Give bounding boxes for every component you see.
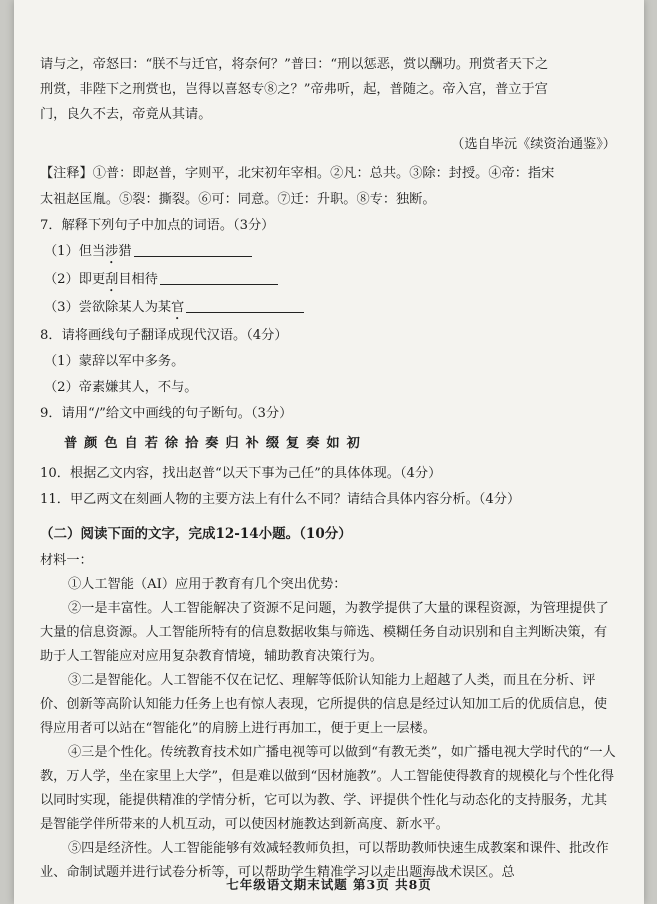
answer-blank[interactable] xyxy=(134,256,252,257)
item-text: （3）尝欲除某人为某 xyxy=(44,300,172,315)
answer-blank[interactable] xyxy=(160,284,278,285)
question-11: 11．甲乙两文在刻画人物的主要方法上有什么不同？请结合具体内容分析。（4分） xyxy=(40,492,521,507)
section-2-heading: （二）阅读下面的文字，完成12-14小题。（10分） xyxy=(40,526,352,542)
page-content xyxy=(40,52,616,885)
question-9-sentence: 普颜色自若徐拾奏归补缀复奏如初 xyxy=(64,436,367,451)
question-7-item-1 xyxy=(44,239,616,267)
page-footer: 七年级语文期末试题 第3页 共8页 xyxy=(226,877,432,892)
material-paragraph-5: ⑤四是经济性。人工智能能够有效减轻教师负担，可以帮助教师快速生成教案和课件、批改作业、命制试题并进行试卷分析等，可以帮助学生精准学习以走出题海战术误区。总 xyxy=(40,841,609,880)
passage-line: 请与之，帝怒曰：“朕不与迁官，将奈何？”普曰：“刑以惩恶，赏以酬功。刑赏者天下之 xyxy=(40,57,549,72)
question-10: 10．根据乙文内容，找出赵普“以天下事为己任”的具体体现。（4分） xyxy=(40,466,442,481)
material-label: 材料一： xyxy=(40,553,93,568)
dotted-word: 官 xyxy=(171,300,185,315)
question-8-item-2: （2）帝素嫌其人，不与。 xyxy=(44,380,198,395)
exam-page xyxy=(14,0,644,904)
item-text: （2）即更 xyxy=(44,272,106,287)
question-7-item-3 xyxy=(44,295,616,323)
material-paragraph-3: ③二是智能化。人工智能不仅在记忆、理解等低阶认知能力上超越了人类，而且在分析、评价、创新等高阶认知能力任务上也有惊人表现，它所提供的信息是经过认知加工后的优质信息，使得应用者可以站在“智能化”的肩膀上进行再加工，便于更上一层楼。 xyxy=(40,673,608,736)
passage-line: 门，良久不去，帝竟从其请。 xyxy=(40,107,212,122)
annotation-line: 【注释】①普：即赵普，字则平，北宋初年宰相。②凡：总共。③除：封授。④帝：指宋 xyxy=(40,166,555,181)
answer-blank[interactable] xyxy=(186,312,304,313)
dotted-word: 涉 xyxy=(105,244,119,259)
question-9-title: 9．请用“/”给文中画线的句子断句。（3分） xyxy=(40,406,293,421)
question-8-item-1: （1）蒙辞以军中多务。 xyxy=(44,354,185,369)
material-paragraph-1: ①人工智能（AI）应用于教育有几个突出优势： xyxy=(68,577,347,592)
annotation-line: 太祖赵匡胤。⑤裂：撕裂。⑥可：同意。⑦迁：升职。⑧专：独断。 xyxy=(40,192,436,207)
question-7-title: 7．解释下列句子中加点的词语。（3分） xyxy=(40,218,275,233)
item-text: 猎 xyxy=(118,244,132,259)
passage-source: （选自毕沅《续资治通鉴》） xyxy=(451,137,616,152)
question-7-item-2 xyxy=(44,267,616,295)
item-text: 目相待 xyxy=(118,272,158,287)
passage-line: 刑赏，非陛下之刑赏也，岂得以喜怒专⑧之？”帝弗听，起，普随之。帝入宫，普立于宫 xyxy=(40,82,548,97)
question-8-title: 8．请将画线句子翻译成现代汉语。（4分） xyxy=(40,328,288,343)
item-text: （1）但当 xyxy=(44,244,106,259)
material-paragraph-2: ②一是丰富性。人工智能解决了资源不足问题，为教学提供了大量的课程资源，为管理提供了大量的信息资源。人工智能所特有的信息数据收集与筛选、模糊任务自动识别和自主判断决策，有助于人工智能应对应用复杂教育情境，辅助教育决策行为。 xyxy=(40,601,609,664)
dotted-word: 刮 xyxy=(105,272,119,287)
material-paragraph-4: ④三是个性化。传统教育技术如广播电视等可以做到“有教无类”，如广播电视大学时代的“一人教，万人学，坐在家里上大学”，但是难以做到“因材施教”。人工智能使得教育的规模化与个性化得以同时实现，能提供精准的学情分析，它可以为教、学、评提供个性化与动态化的支持服务，尤其是智能学伴所带来的人机互动，可以使因材施教达到新高度、新水平。 xyxy=(40,745,616,832)
